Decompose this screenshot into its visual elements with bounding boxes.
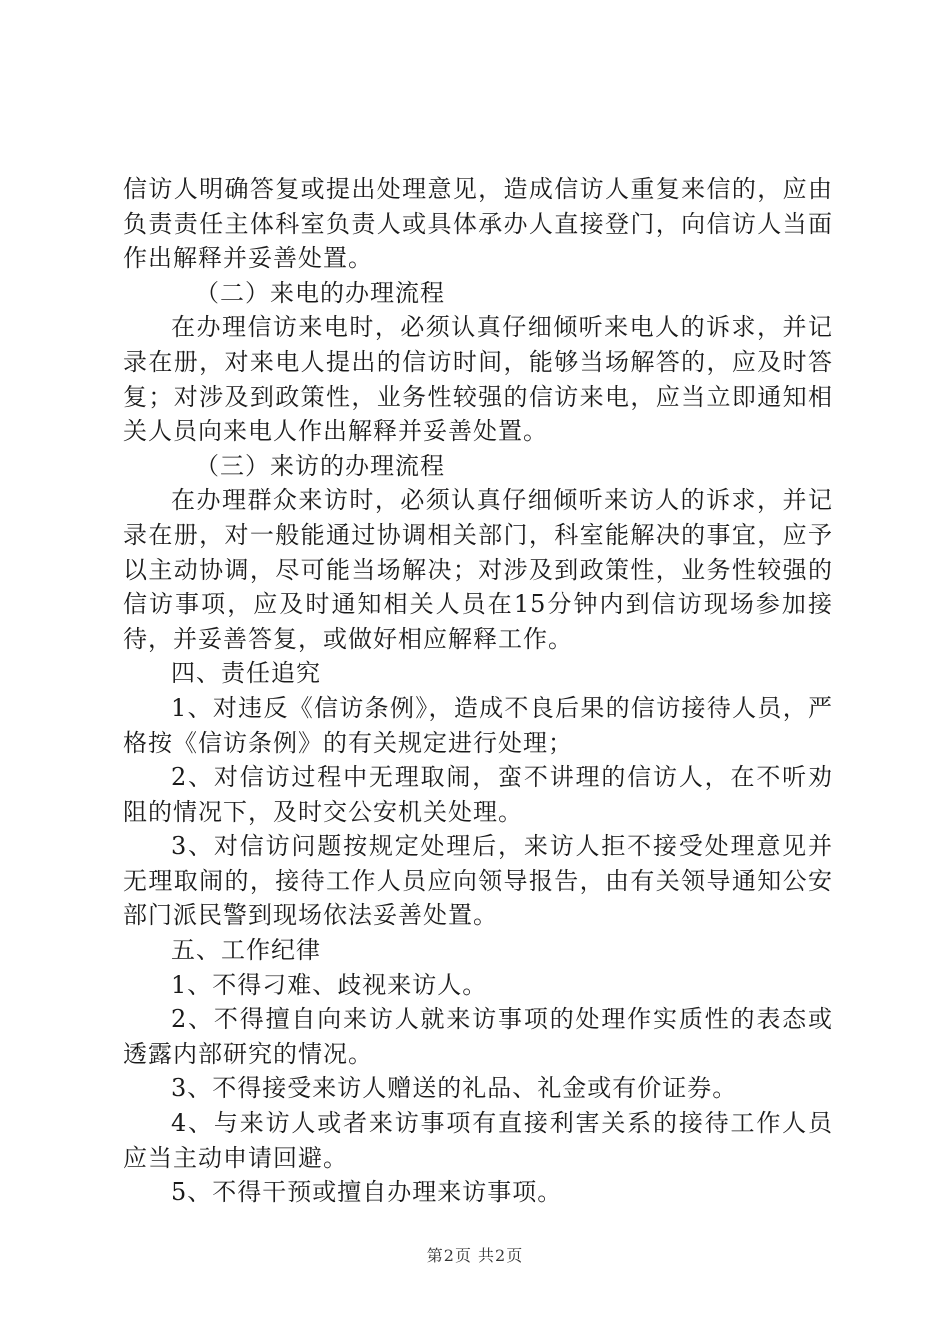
list-item-discipline-3: 3、不得接受来访人赠送的礼品、礼金或有价证券。 [171, 1074, 738, 1103]
list-item-accountability-3: 3、对信访问题按规定处理后，来访人拒不接受处理意见并无理取闹的，接待工作人员应向领导报告，由有关领导通知公安部门派民警到现场依法妥善处置。 [123, 832, 833, 930]
list-item-discipline-4: 4、与来访人或者来访事项有直接利害关系的接待工作人员应当主动申请回避。 [123, 1109, 833, 1172]
paragraph-visit-process: 在办理群众来访时，必须认真仔细倾听来访人的诉求，并记录在册，对一般能通过协调相关部门，科室能解决的事宜，应予以主动协调，尽可能当场解决；对涉及到政策性，业务性较强的信访事项，应及时通知相关人员在15分钟内到信访现场参加接待，并妥善答复，或做好相应解释工作。 [123, 486, 833, 653]
document-body [123, 172, 833, 1210]
list-item-accountability-1: 1、对违反《信访条例》，造成不良后果的信访接待人员，严格按《信访条例》的有关规定进行处理； [123, 693, 833, 757]
list-item-discipline-2: 2、不得擅自向来访人就来访事项的处理作实质性的表态或透露内部研究的情况。 [123, 1005, 833, 1068]
section-heading-phone-process: （二）来电的办理流程 [195, 278, 445, 307]
section-heading-visit-process: （三）来访的办理流程 [195, 451, 445, 480]
paragraph-continuation: 信访人明确答复或提出处理意见，造成信访人重复来信的，应由负责责任主体科室负责人或具体承办人直接登门，向信访人当面作出解释并妥善处置。 [123, 175, 833, 273]
page-number-footer: 第2页 共2页 [426, 1246, 524, 1265]
list-item-accountability-2: 2、对信访过程中无理取闹，蛮不讲理的信访人，在不听劝阻的情况下，及时交公安机关处理。 [123, 763, 833, 826]
list-item-discipline-1: 1、不得刁难、歧视来访人。 [171, 970, 488, 999]
list-item-discipline-5: 5、不得干预或擅自办理来访事项。 [171, 1178, 563, 1207]
paragraph-phone-process: 在办理信访来电时，必须认真仔细倾听来电人的诉求，并记录在册，对来电人提出的信访时间，能够当场解答的，应及时答复；对涉及到政策性，业务性较强的信访来电，应当立即通知相关人员向来电人作出解释并妥善处置。 [123, 313, 833, 446]
section-heading-discipline: 五、工作纪律 [171, 936, 321, 965]
section-heading-accountability: 四、责任追究 [171, 659, 321, 688]
